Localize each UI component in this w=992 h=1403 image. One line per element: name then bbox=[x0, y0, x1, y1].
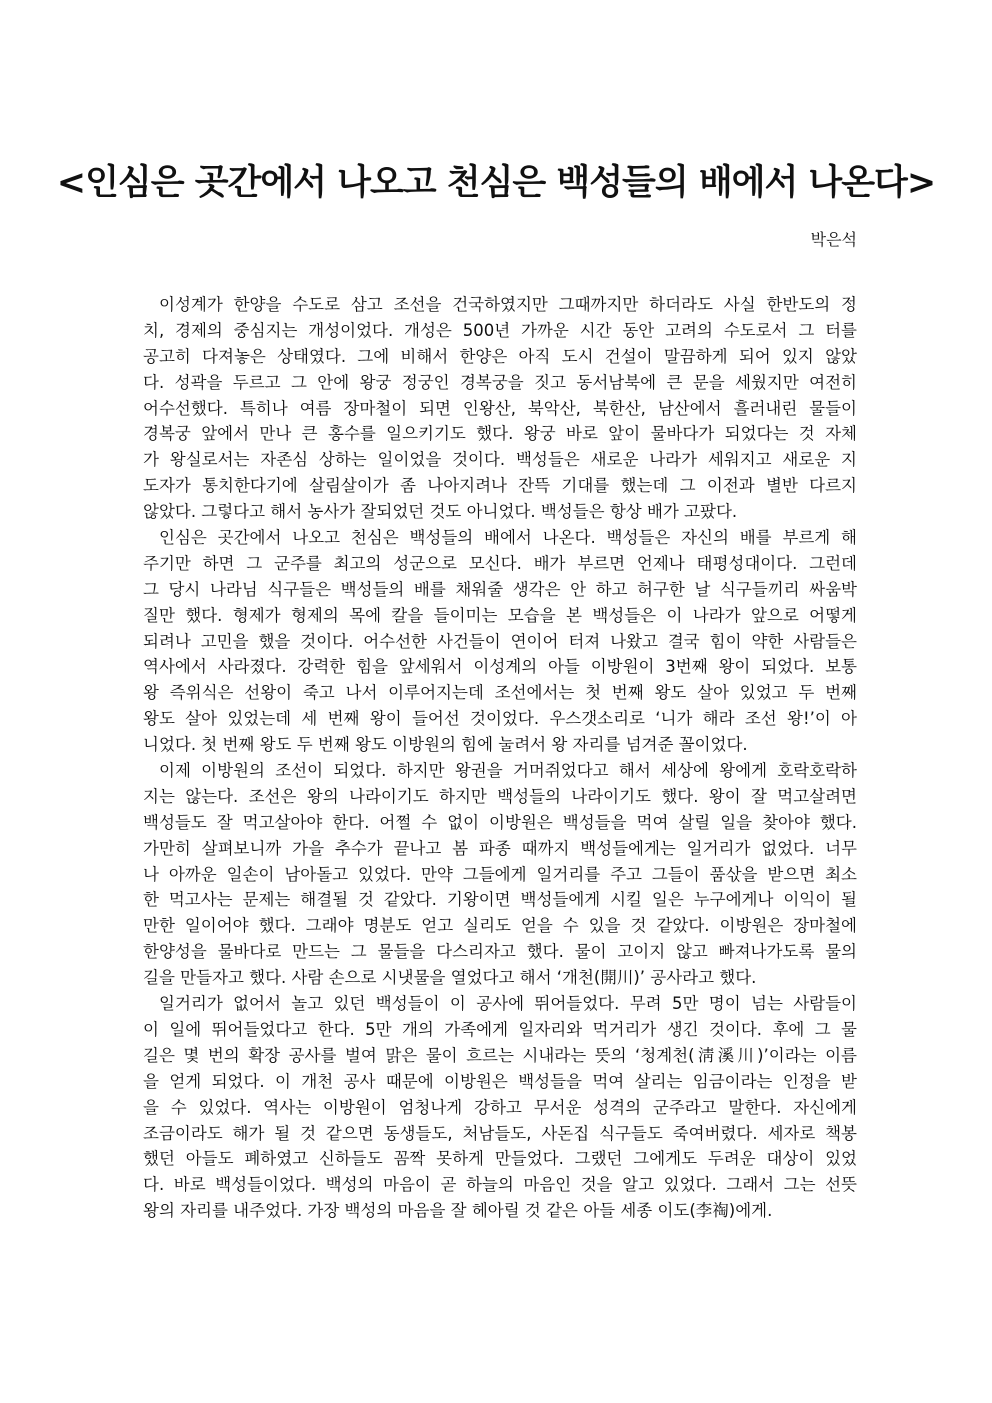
paragraph bbox=[143, 758, 857, 991]
text-line: 인심은 곳간에서 나오고 천심은 백성들의 배에서 나온다. 백성들은 자신의 배를 부르게 해 bbox=[159, 528, 857, 548]
text-line: 백성들도 잘 먹고살아야 한다. 어쩔 수 없이 이방원은 백성들을 먹여 살릴 일을 찾아야 했다. bbox=[143, 812, 857, 832]
text-line: 다. 바로 백성들이었다. 백성의 마음이 곧 하늘의 마음인 것을 알고 있었다. 그래서 그는 선뜻 bbox=[143, 1175, 857, 1195]
paragraph bbox=[143, 292, 857, 525]
text-line: 경복궁 앞에서 만나 큰 홍수를 일으키기도 했다. 왕궁 바로 앞이 물바다가 되었다는 것 자체 bbox=[143, 424, 857, 444]
text-line: 지는 않는다. 조선은 왕의 나라이기도 하지만 백성들의 나라이기도 했다. 왕이 잘 먹고살려면 bbox=[143, 786, 857, 806]
text-line: 한양성을 물바다로 만드는 그 물들을 다스리자고 했다. 물이 고이지 않고 빠져나가도록 물의 bbox=[143, 942, 857, 962]
text-line: 가 왕실로서는 자존심 상하는 일이었을 것이다. 백성들은 새로운 나라가 세워지고 새로운 지 bbox=[143, 450, 857, 470]
paragraph bbox=[143, 991, 857, 1224]
text-line: 그 당시 나라님 식구들은 백성들의 배를 채워줄 생각은 안 하고 허구한 날 식구들끼리 싸움박 bbox=[143, 579, 857, 599]
text-line: 다. 성곽을 두르고 그 안에 왕궁 정궁인 경복궁을 짓고 동서남북에 큰 문을 세웠지만 여전히 bbox=[143, 372, 857, 392]
text-line: 주기만 하면 그 군주를 최고의 성군으로 모신다. 배가 부르면 언제나 태평성대이다. 그런데 bbox=[143, 553, 857, 573]
text-line: 길을 만들자고 했다. 사람 손으로 시냇물을 열었다고 해서 ‘개천(開川)’ 공사라고 했다. bbox=[143, 968, 757, 988]
text-line: 이성계가 한양을 수도로 삼고 조선을 건국하였지만 그때까지만 하더라도 사실 한반도의 정 bbox=[159, 295, 857, 314]
text-line: 일거리가 없어서 놀고 있던 백성들이 이 공사에 뛰어들었다. 무려 5만 명이 넘는 사람들이 bbox=[159, 994, 857, 1014]
text-line: 이제 이방원의 조선이 되었다. 하지만 왕권을 거머쥐었다고 해서 세상에 왕에게 호락호락하 bbox=[159, 761, 857, 781]
text-line: 했던 아들도 폐하였고 신하들도 꼼짝 못하게 만들었다. 그랬던 그에게도 두려운 대상이 있었 bbox=[143, 1149, 857, 1169]
text-line: 조금이라도 해가 될 것 같으면 동생들도, 처남들도, 사돈집 식구들도 죽여버렸다. 세자로 책봉 bbox=[143, 1123, 857, 1143]
text-line: 왕도 살아 있었는데 세 번째 왕이 들어선 것이었다. 우스갯소리로 ‘니가 해라 조선 왕!’이 아 bbox=[143, 709, 857, 729]
document-body bbox=[143, 292, 857, 1224]
author-name: 박은석 bbox=[810, 230, 857, 249]
text-line: 역사에서 사라졌다. 강력한 힘을 앞세워서 이성계의 아들 이방원이 3번째 왕이 되었다. 보통 bbox=[143, 657, 857, 677]
text-line: 이 일에 뛰어들었다고 한다. 5만 개의 가족에게 일자리와 먹거리가 생긴 것이다. 후에 그 물 bbox=[143, 1019, 857, 1039]
text-line: 질만 했다. 형제가 형제의 목에 칼을 들이미는 모습을 본 백성들은 이 나라가 앞으로 어떻게 bbox=[143, 605, 857, 625]
text-line: 치, 경제의 중심지는 개성이었다. 개성은 500년 가까운 시간 동안 고려의 수도로서 그 터를 bbox=[143, 320, 857, 340]
text-line: 한 먹고사는 문제는 해결될 것 같았다. 기왕이면 백성들에게 시킬 일은 누구에게나 이익이 될 bbox=[143, 890, 857, 910]
paragraph bbox=[143, 525, 857, 758]
text-line: 을 수 있었다. 역사는 이방원이 엄청나게 강하고 무서운 성격의 군주라고 말한다. 자신에게 bbox=[143, 1097, 857, 1117]
text-line: 왕 즉위식은 선왕이 죽고 나서 이루어지는데 조선에서는 첫 번째 왕도 살아 있었고 두 번째 bbox=[143, 683, 857, 703]
text-line: 을 얻게 되었다. 이 개천 공사 때문에 이방원은 백성들을 먹여 살리는 임금이라는 인정을 받 bbox=[143, 1071, 857, 1091]
text-line: 않았다. 그렇다고 해서 농사가 잘되었던 것도 아니었다. 백성들은 항상 배가 고팠다. bbox=[143, 502, 738, 522]
text-line: 어수선했다. 특히나 여름 장마철이 되면 인왕산, 북악산, 북한산, 남산에서 흘러내린 물들이 bbox=[143, 398, 857, 418]
text-line: 나 아까운 일손이 남아돌고 있었다. 만약 그들에게 일거리를 주고 그들이 품삯을 받으면 최소 bbox=[143, 864, 857, 884]
text-line: 왕의 자리를 내주었다. 가장 백성의 마음을 잘 헤아릴 것 같은 아들 세종 이도(李祹)에게. bbox=[143, 1201, 773, 1221]
text-line: 길은 몇 번의 확장 공사를 벌여 맑은 물이 흐르는 시내라는 뜻의 ‘청계천(淸溪川)’이라는 이름 bbox=[143, 1045, 857, 1065]
text-line: 가만히 살펴보니까 가을 추수가 끝나고 봄 파종 때까지 백성들에게는 일거리가 없었다. 너무 bbox=[143, 838, 857, 858]
document-title: <인심은 곳간에서 나오고 천심은 백성들의 배에서 나온다> bbox=[56, 163, 936, 203]
text-line: 되려나 고민을 했을 것이다. 어수선한 사건들이 연이어 터져 나왔고 결국 힘이 약한 사람들은 bbox=[143, 631, 857, 651]
text-line: 니었다. 첫 번째 왕도 두 번째 왕도 이방원의 힘에 눌려서 왕 자리를 넘겨준 꼴이었다. bbox=[143, 735, 748, 755]
text-line: 도자가 통치한다기에 살림살이가 좀 나아지려나 잔뜩 기대를 했는데 그 이전과 별반 다르지 bbox=[143, 476, 857, 496]
text-line: 만한 일이어야 했다. 그래야 명분도 얻고 실리도 얻을 수 있을 것 같았다. 이방원은 장마철에 bbox=[143, 916, 857, 936]
text-line: 공고히 다져놓은 상태였다. 그에 비해서 한양은 아직 도시 건설이 말끔하게 되어 있지 않았 bbox=[143, 346, 857, 366]
